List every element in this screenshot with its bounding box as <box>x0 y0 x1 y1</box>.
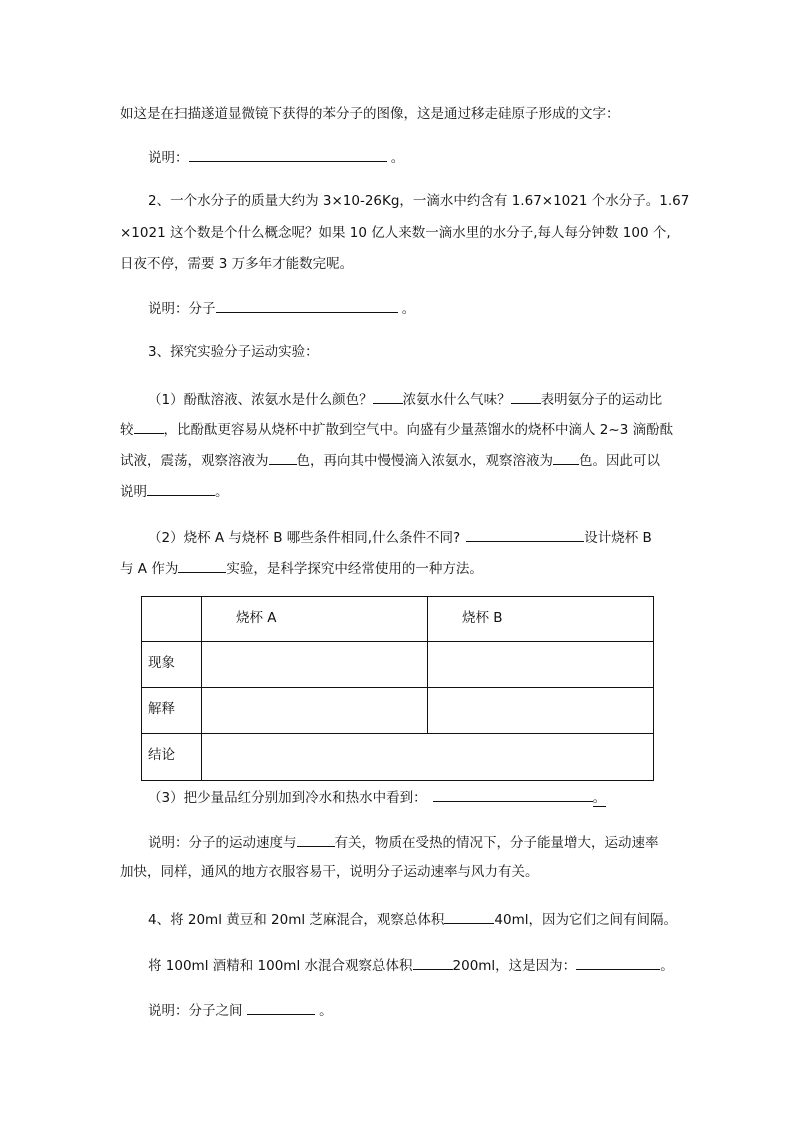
q3-p1-line-4 <box>120 480 229 502</box>
q4-text: 4、将 20ml 黄豆和 20ml 芝麻混合，观察总体积 <box>148 912 445 928</box>
observation-table <box>141 596 654 781</box>
table-cell[interactable] <box>428 688 654 734</box>
answer-blank[interactable] <box>373 388 403 404</box>
q2-line-3 <box>120 254 353 274</box>
q3-p1-text: ，比酚酞更容易从烧杯中扩散到空气中。向盛有少量蒸馏水的烧杯中滴人 2~3 滴酚酞 <box>163 422 674 438</box>
sentence-end: 。 <box>390 150 405 166</box>
answer-blank[interactable] <box>466 526 584 542</box>
q3-p1-text: 浓氨水什么气味？ <box>402 392 511 408</box>
sentence-end: 。 <box>660 958 674 974</box>
answer-blank[interactable] <box>147 480 215 496</box>
q3-p2-line-1 <box>148 526 652 548</box>
explain-label: 说明：分子 <box>148 301 216 317</box>
answer-blank[interactable] <box>269 449 297 465</box>
q3-p1-text: 说明 <box>120 484 147 500</box>
answer-blank[interactable] <box>297 831 335 847</box>
explain-label: 说明： <box>148 150 189 166</box>
table-header-cell <box>202 597 428 642</box>
row-label: 解释 <box>148 701 175 717</box>
q3-p1-text: 色，再向其中慢慢滴入浓氨水，观察溶液为 <box>296 453 553 469</box>
q3-explain-line-1 <box>148 831 659 853</box>
q2-text-1: 2、一个水分子的质量大约为 3×10-26Kg，一滴水中约含有 1.67×1021 个水分子。1.67 <box>148 193 690 209</box>
q3-p1-line-2 <box>120 418 673 440</box>
header-text: 烧杯 B <box>462 610 503 626</box>
q2-text-3: 日夜不停，需要 3 万多年才能数完呢。 <box>120 256 354 272</box>
table-cell[interactable] <box>202 688 428 734</box>
q2-line-1 <box>148 191 689 211</box>
q3-p2-text: 与 A 作为 <box>120 561 179 577</box>
answer-blank[interactable] <box>511 388 541 404</box>
answer-blank[interactable] <box>433 786 593 802</box>
q3-p3-text: （3）把少量品红分别加到冷水和热水中看到： <box>148 790 427 806</box>
answer-blank[interactable] <box>189 146 387 162</box>
table-row <box>142 734 654 781</box>
q3-p1-line-1 <box>148 388 662 410</box>
intro-sentence: 如这是在扫描遂道显微镜下获得的苯分子的图像，这是通过移走硅原子形成的文字： <box>120 106 620 122</box>
q3-p2-text: 实验，是科学探究中经常使用的一种方法。 <box>226 561 483 577</box>
header-text <box>142 597 201 606</box>
table-header-cell <box>142 597 202 642</box>
q2-explain-line <box>148 297 415 319</box>
intro-explain-line <box>148 146 404 168</box>
q4-text: 40ml，因为它们之间有间隔。 <box>494 912 678 928</box>
explain-label: 说明：分子之间 <box>148 1003 243 1019</box>
q3-explain-line-2 <box>120 862 539 882</box>
q3-explain-text: 有关，物质在受热的情况下，分子能量增大，运动速率 <box>334 835 659 851</box>
q3-title-text: 3、探究实验分子运动实验： <box>148 344 319 360</box>
row-label: 现象 <box>148 655 175 671</box>
answer-blank[interactable] <box>444 908 494 924</box>
q3-p2-text: （2）烧杯 A 与烧杯 B 哪些条件相同,什么条件不同? <box>148 530 461 546</box>
answer-blank[interactable] <box>553 449 579 465</box>
sentence-end: 。 <box>401 301 416 317</box>
q3-p1-text: 色。因此可以 <box>579 453 660 469</box>
q4-line-1 <box>148 908 677 930</box>
q3-explain-text: 加快，同样，通风的地方衣服容易干，说明分子运动速率与风力有关。 <box>120 864 539 880</box>
table-header-row <box>142 597 654 642</box>
q3-p3-line <box>148 786 606 808</box>
table-cell[interactable] <box>202 734 654 781</box>
q3-p1-text: 试液，震荡，观察溶液为 <box>120 453 269 469</box>
table-row <box>142 688 654 734</box>
answer-blank[interactable] <box>247 999 315 1015</box>
sentence-end: 。 <box>592 790 607 806</box>
intro-text <box>120 104 620 124</box>
q3-p2-text: 设计烧杯 B <box>584 530 652 546</box>
q3-p1-text: 。 <box>215 484 229 500</box>
q3-p1-text: （1）酚酞溶液、浓氨水是什么颜色？ <box>148 392 373 408</box>
table-header-cell <box>428 597 654 642</box>
answer-blank[interactable] <box>178 557 226 573</box>
q4-line-2 <box>148 954 674 976</box>
q2-text-2: ×1021 这个数是个什么概念呢？如果 10 亿人来数一滴水里的水分子,每人每分钟数 100 个, <box>120 225 671 241</box>
header-text: 烧杯 A <box>236 610 277 626</box>
q3-explain-text: 说明：分子的运动速度与 <box>148 835 297 851</box>
q2-line-2 <box>120 223 671 243</box>
row-label: 结论 <box>148 747 175 763</box>
q3-p1-line-3 <box>120 449 660 471</box>
table-cell[interactable] <box>202 642 428 688</box>
q4-text: 将 100ml 酒精和 100ml 水混合观察总体积 <box>148 958 413 974</box>
q4-explain-line <box>148 999 333 1021</box>
row-label-cell <box>142 642 202 688</box>
q3-p1-text: 表明氨分子的运动比 <box>540 392 663 408</box>
q3-p2-line-2 <box>120 557 483 579</box>
row-label-cell <box>142 734 202 781</box>
row-label-cell <box>142 688 202 734</box>
q3-p1-text: 较 <box>120 422 134 438</box>
answer-blank[interactable] <box>216 297 398 313</box>
answer-blank[interactable] <box>134 418 164 434</box>
table-row <box>142 642 654 688</box>
q4-text: 200ml，这是因为： <box>452 958 577 974</box>
sentence-end: 。 <box>319 1003 333 1019</box>
answer-blank[interactable] <box>413 954 453 970</box>
table-cell[interactable] <box>428 642 654 688</box>
q3-title <box>148 342 319 362</box>
answer-blank[interactable] <box>576 954 660 970</box>
